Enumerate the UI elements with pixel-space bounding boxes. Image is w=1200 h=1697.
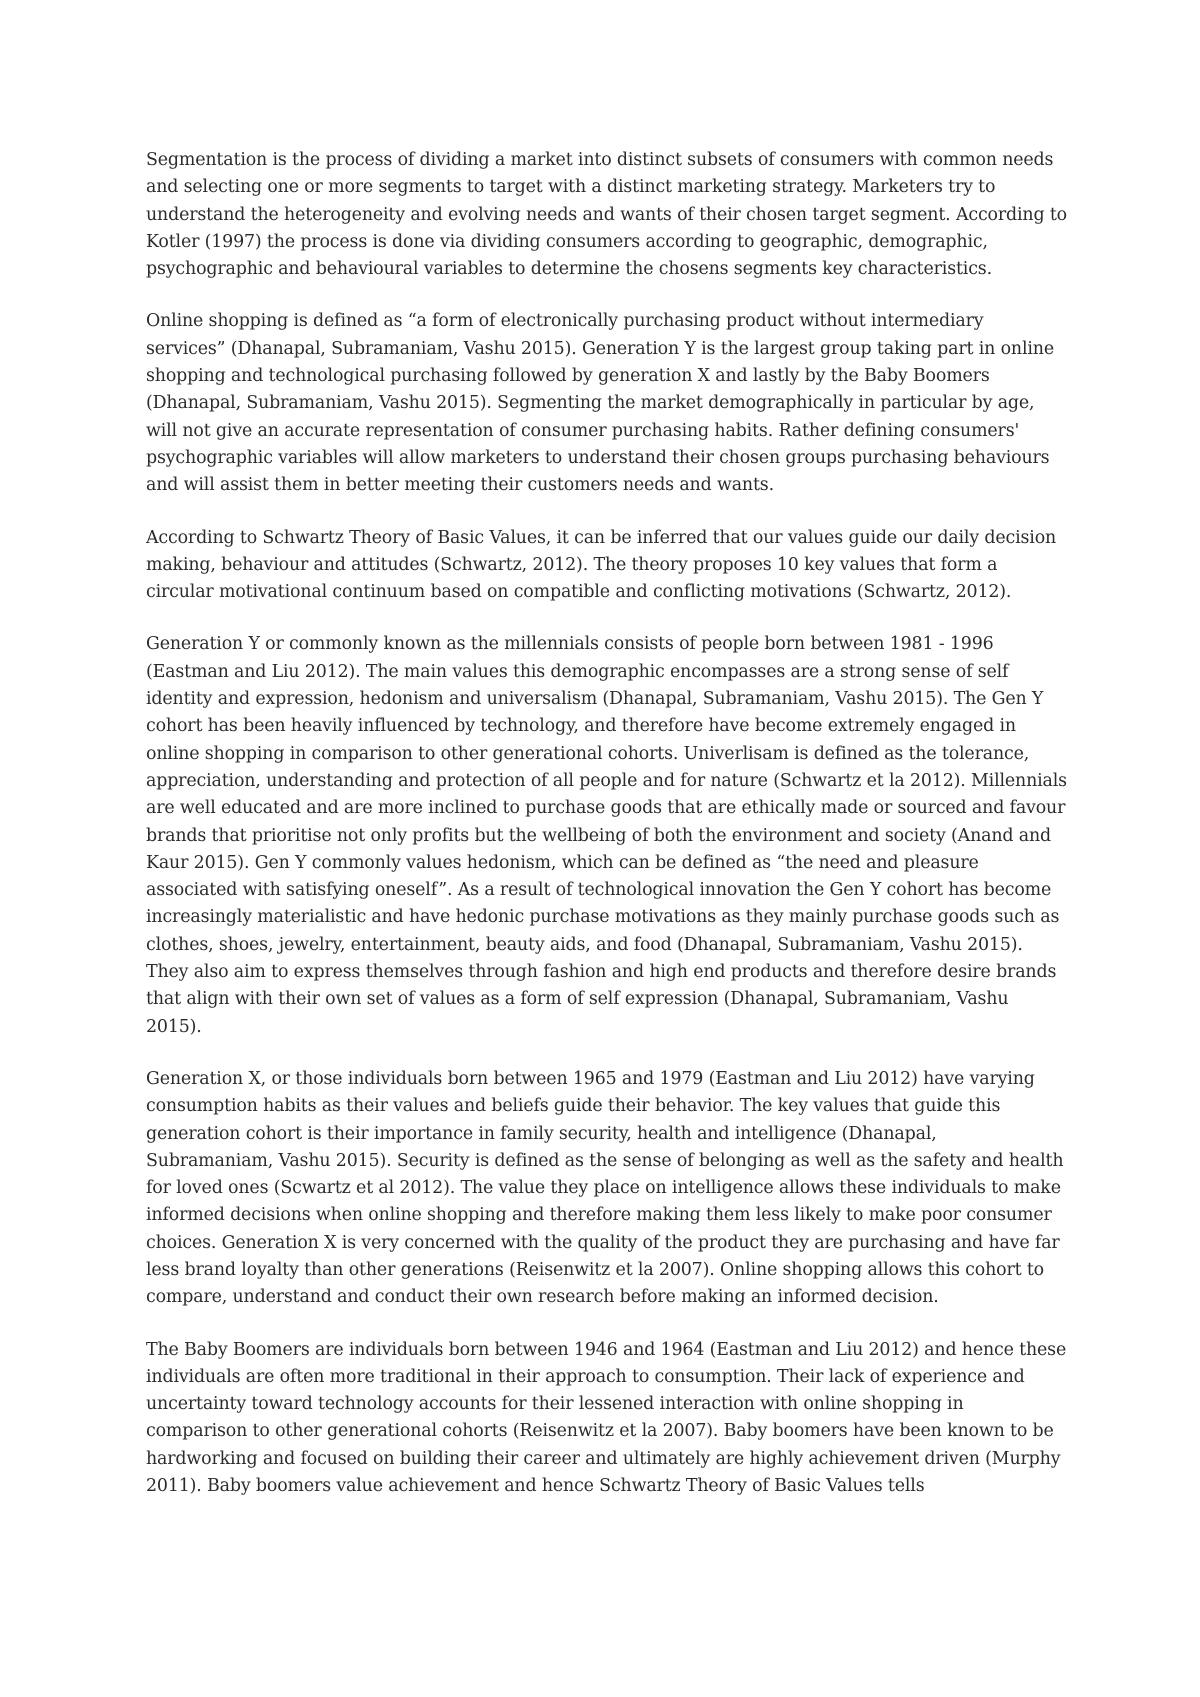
paragraph-schwartz-theory: According to Schwartz Theory of Basic Values, it can be inferred that our values guide our daily decision making, behaviour and attitudes (Schwartz, 2012). The theory proposes 10 key values that form a circular motivational continuum based on compatible and conflicting motivations (Schwartz, 2012).	[146, 527, 1057, 603]
paragraph-segmentation: Segmentation is the process of dividing a market into distinct subsets of consumers with common needs and selecting one or more segments to target with a distinct marketing strategy. Marketers try to understand the heterogeneity and evolving needs and wants of their chosen target segment. According to Kotler (1997) the process is done via dividing consumers according to geographic, demographic, psychographic and behavioural variables to determine the chosens segments key characteristics.	[146, 150, 1067, 280]
paragraph-baby-boomers: The Baby Boomers are individuals born between 1946 and 1964 (Eastman and Liu 2012) and hence these individuals are often more traditional in their approach to consumption. Their lack of experience and uncertainty toward technology accounts for their lessened interaction with online shopping in comparison to other generational cohorts (Reisenwitz et la 2007). Baby boomers have been known to be hardworking and focused on building their career and ultimately are highly achievement driven (Murphy 2011). Baby boomers value achievement and hence Schwartz Theory of Basic Values tells	[146, 1339, 1067, 1497]
paragraph-online-shopping: Online shopping is defined as “a form of electronically purchasing product without intermediary services” (Dhanapal, Subramaniam, Vashu 2015). Generation Y is the largest group taking part in online shopping and technological purchasing followed by generation X and lastly by the Baby Boomers (Dhanapal, Subramaniam, Vashu 2015). Segmenting the market demographically in particular by age, will not give an accurate representation of consumer purchasing habits. Rather defining consumers' psychographic variables will allow marketers to understand their chosen groups purchasing behaviours and will assist them in better meeting their customers needs and wants.	[146, 311, 1054, 496]
paragraph-generation-y: Generation Y or commonly known as the millennials consists of people born between 1981 - 1996 (Eastman and Liu 2012). The main values this demographic encompasses are a strong sense of self identity and expression, hedonism and universalism (Dhanapal, Subramaniam, Vashu 2015). The Gen Y cohort has been heavily influenced by technology, and therefore have become extremely engaged in online shopping in comparison to other generational cohorts. Univerlisam is defined as the tolerance, appreciation, understanding and protection of all people and for nature (Schwartz et la 2012). Millennials are well educated and are more inclined to purchase goods that are ethically made or sourced and favour brands that prioritise not only profits but the wellbeing of both the environment and society (Anand and Kaur 2015). Gen Y commonly values hedonism, which can be defined as “the need and pleasure associated with satisfying oneself”. As a result of technological innovation the Gen Y cohort has become increasingly materialistic and have hedonic purchase motivations as they mainly purchase goods such as clothes, shoes, jewelry, entertainment, beauty aids, and food (Dhanapal, Subramaniam, Vashu 2015). They also aim to express themselves through fashion and high end products and therefore desire brands that align with their own set of values as a form of self expression (Dhanapal, Subramaniam, Vashu 2015).	[146, 634, 1067, 1037]
document-body	[146, 147, 1068, 1525]
paragraph-generation-x: Generation X, or those individuals born between 1965 and 1979 (Eastman and Liu 2012) have varying consumption habits as their values and beliefs guide their behavior. The key values that guide this generation cohort is their importance in family security, health and intelligence (Dhanapal, Subramaniam, Vashu 2015). Security is defined as the sense of belonging as well as the safety and health for loved ones (Scwartz et al 2012). The value they place on intelligence allows these individuals to make informed decisions when online shopping and therefore making them less likely to make poor consumer choices. Generation X is very concerned with the quality of the product they are purchasing and have far less brand loyalty than other generations (Reisenwitz et la 2007). Online shopping allows this cohort to compare, understand and conduct their own research before making an informed decision.	[146, 1068, 1064, 1308]
